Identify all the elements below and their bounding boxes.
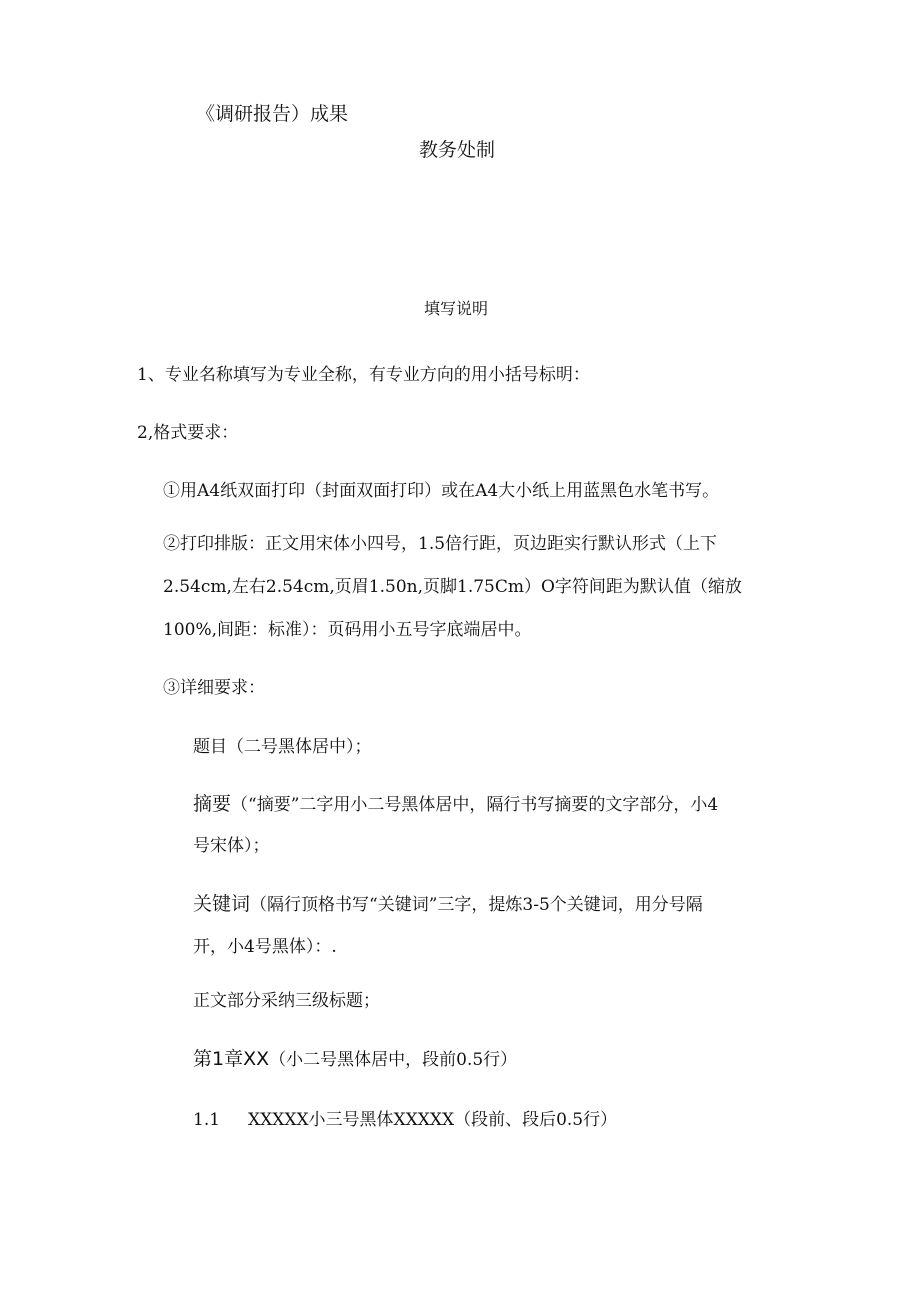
section-number: 1.1 bbox=[193, 1110, 221, 1130]
keywords-note: （隔行顶格书写“关键词”三字，提炼3-5个关键词，用分号隔 bbox=[250, 895, 703, 915]
abstract-requirement-line-1 bbox=[193, 795, 718, 814]
format-requirement-2-line-1: ②打印排版：正文用宋体小四号，1.5倍行距，页边距实行默认形式（上下 bbox=[163, 534, 718, 554]
keywords-label: 关键词 bbox=[193, 893, 251, 915]
abstract-label: 摘要 bbox=[193, 793, 232, 815]
format-requirement-2-line-2: 2.54cm,左右2.54cm,页眉1.50n,页脚1.75Cm）O字符间距为默认值（缩放 bbox=[163, 577, 742, 597]
instructions-heading: 填写说明 bbox=[424, 299, 489, 318]
instruction-item-2: 2,格式要求： bbox=[137, 423, 239, 443]
abstract-note: （“摘要”二字用小二号黑体居中，隔行书写摘要的文字部分，小4 bbox=[231, 795, 719, 815]
format-requirement-3: ③详细要求： bbox=[163, 678, 265, 698]
document-title: 《调研报告）成果 bbox=[196, 103, 349, 125]
body-heading-levels: 正文部分采纳三级标题； bbox=[193, 991, 380, 1011]
chapter-heading-requirement bbox=[193, 1050, 517, 1069]
title-requirement: 题目（二号黑体居中）； bbox=[193, 737, 372, 757]
section-heading-requirement bbox=[193, 1112, 617, 1129]
abstract-requirement-line-2: 号宋体）； bbox=[193, 836, 270, 856]
section-note: XXXXX小三号黑体XXXXX（段前、段后0.5行） bbox=[248, 1110, 618, 1130]
chapter-label: 第1章XX bbox=[193, 1048, 270, 1070]
keywords-requirement-line-1 bbox=[193, 895, 703, 914]
format-requirement-1: ①用A4纸双面打印（封面双面打印）或在A4大小纸上用蓝黑色水笔书写。 bbox=[163, 481, 720, 501]
format-requirement-2-line-3: 100%,间距：标准）：页码用小五号字底端居中。 bbox=[163, 620, 532, 640]
issuing-office: 教务处制 bbox=[419, 139, 496, 161]
chapter-note: （小二号黑体居中，段前0.5行） bbox=[269, 1050, 518, 1070]
keywords-requirement-line-2: 开，小4号黑体）：. bbox=[193, 937, 337, 957]
instruction-item-1: 1、专业名称填写为专业全称，有专业方向的用小括号标明： bbox=[137, 365, 590, 385]
